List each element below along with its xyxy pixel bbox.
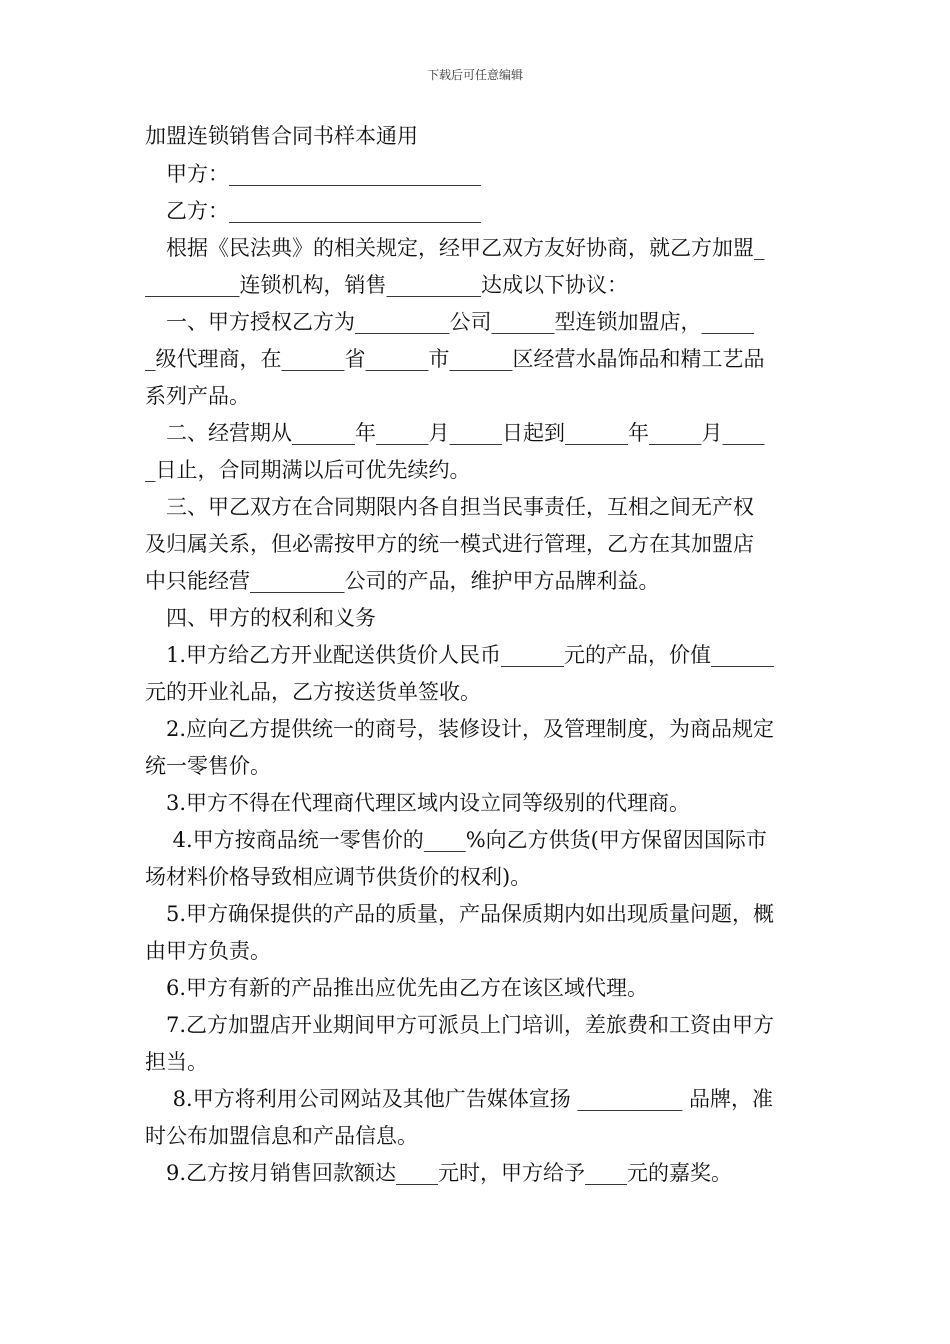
clause-1-line: 系列产品。 <box>145 384 250 408</box>
item-5-line: 5.甲方确保提供的产品的质量，产品保质期内如出现质量问题，概 <box>145 902 775 926</box>
item-3-line: 3.甲方不得在代理商代理区域内设立同等级别的代理商。 <box>145 791 691 815</box>
item-8-line: 时公布加盟信息和产品信息。 <box>145 1124 418 1148</box>
item-1-line: 1.甲方给乙方开业配送供货价人民币______元的产品，价值______ <box>145 643 775 667</box>
item-5-line: 由甲方负责。 <box>145 939 271 963</box>
item-6-line: 6.甲方有新的产品推出应优先由乙方在该区域代理。 <box>145 976 649 1000</box>
clause-3-line: 三、甲乙双方在合同期限内各自担当民事责任，互相之间无产权 <box>145 495 754 519</box>
item-2-line: 统一零售价。 <box>145 754 271 778</box>
item-2-line: 2.应向乙方提供统一的商号，装修设计，及管理制度，为商品规定 <box>145 717 775 741</box>
party-b-line: 乙方：________________________ <box>145 199 481 223</box>
item-1-line: 元的开业礼品，乙方按送货单签收。 <box>145 680 481 704</box>
clause-1-line: 一、甲方授权乙方为_________公司______型连锁加盟店，_____ <box>145 310 754 334</box>
page-header-note: 下载后可任意编辑 <box>426 68 523 82</box>
clause-4-heading: 四、甲方的权利和义务 <box>145 606 376 630</box>
clause-3-line: 及归属关系，但必需按甲方的统一模式进行管理，乙方在其加盟店 <box>145 532 754 556</box>
preamble-line: 根据《民法典》的相关规定，经甲乙双方友好协商，就乙方加盟_ <box>145 236 765 260</box>
clause-2-line: _日止，合同期满以后可优先续约。 <box>145 458 471 482</box>
item-7-line: 担当。 <box>145 1050 208 1074</box>
party-a-line: 甲方：________________________ <box>145 162 481 186</box>
item-7-line: 7.乙方加盟店开业期间甲方可派员上门培训，差旅费和工资由甲方 <box>145 1013 775 1037</box>
item-8-line: 8.甲方将利用公司网站及其他广告媒体宣扬 __________ 品牌，准 <box>145 1087 774 1111</box>
contract-body <box>145 118 809 1192</box>
document-title: 加盟连锁销售合同书样本通用 <box>145 124 418 148</box>
item-4-line: 场材料价格导致相应调节供货价的权利)。 <box>145 865 532 889</box>
item-4-line: 4.甲方按商品统一零售价的____%向乙方供货(甲方保留因国际市 <box>145 828 767 852</box>
clause-3-line: 中只能经营_________公司的产品，维护甲方品牌利益。 <box>145 569 660 593</box>
clause-1-line: _级代理商，在______省______市______区经营水晶饰品和精工艺品 <box>145 347 765 371</box>
clause-2-line: 二、经营期从______年_____月_____日起到______年_____月____ <box>145 421 765 445</box>
item-9-line: 9.乙方按月销售回款额达____元时，甲方给予____元的嘉奖。 <box>145 1161 733 1185</box>
preamble-line: _________连锁机构，销售_________达成以下协议： <box>145 273 628 297</box>
